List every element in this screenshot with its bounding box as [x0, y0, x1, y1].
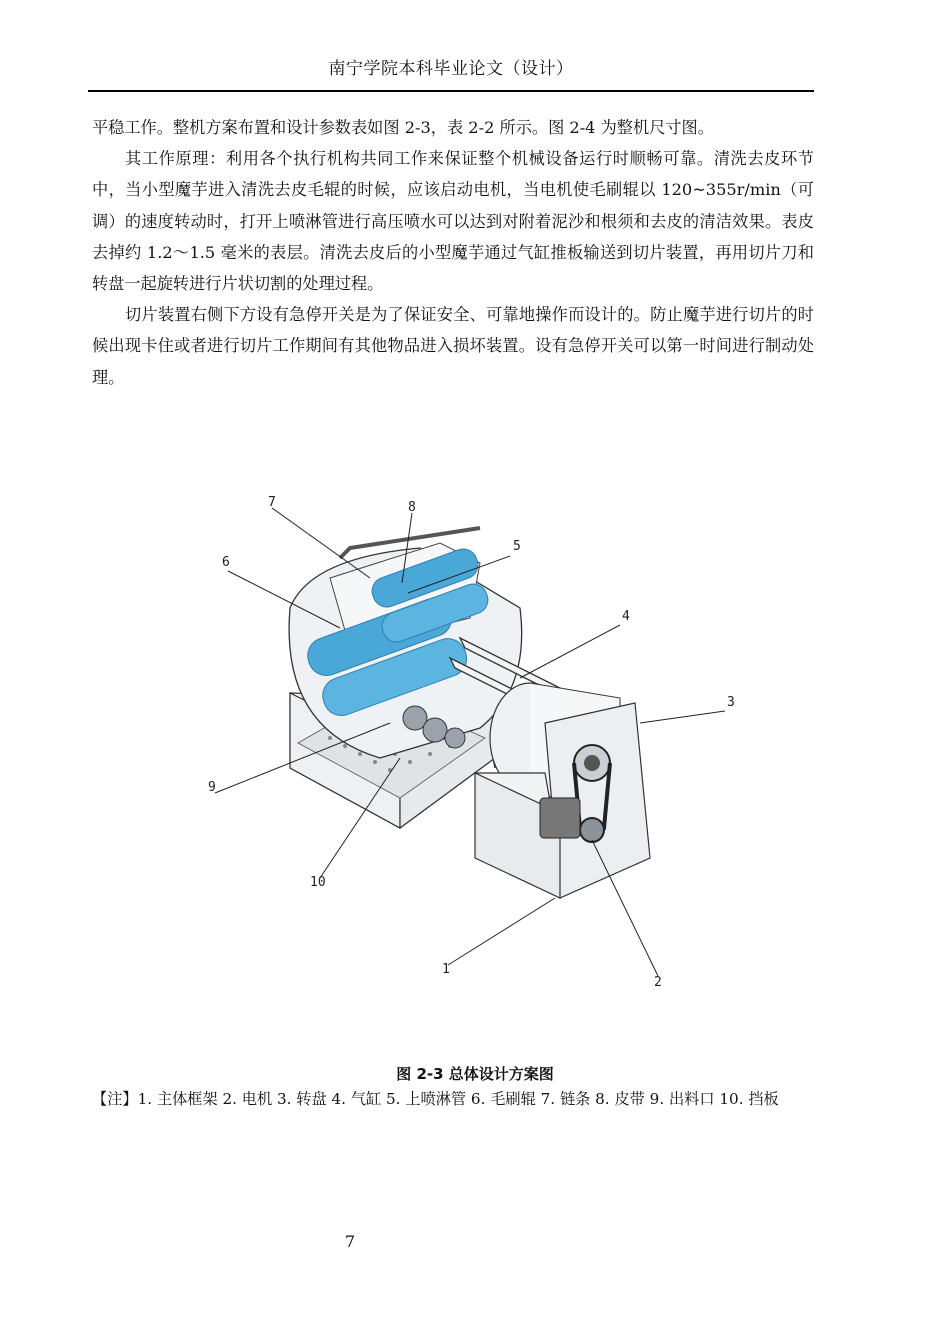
paragraph-1: 平稳工作。整机方案布置和设计参数表如图 2-3，表 2-2 所示。图 2-4 为整机尺寸图。	[92, 118, 714, 137]
callout-1: 1	[442, 962, 450, 977]
paragraph-3: 切片装置右侧下方设有急停开关是为了保证安全、可靠地操作而设计的。防止魔芋进行切片的时候出现卡住或者进行切片工作期间有其他物品进入损坏装置。设有急停开关可以第一时间进行制动处理。	[92, 305, 814, 387]
header-title: 南宁学院本科毕业论文（设计）	[328, 59, 574, 79]
callout-7: 7	[268, 495, 276, 510]
callout-3: 3	[727, 695, 735, 710]
callout-6: 6	[222, 555, 230, 570]
figure-caption: 图 2-3 总体设计方案图	[396, 1065, 554, 1083]
page-header	[88, 54, 814, 92]
figure-note: 【注】1. 主体框架 2. 电机 3. 转盘 4. 气缸 5. 上喷淋管 6. 毛刷辊 7. 链条 8. 皮带 9. 出料口 10. 挡板	[92, 1090, 779, 1108]
body-text	[92, 112, 814, 393]
callout-4: 4	[622, 609, 630, 624]
machine-drawing	[180, 468, 770, 1028]
callout-10: 10	[310, 875, 326, 890]
paragraph-2: 其工作原理：利用各个执行机构共同工作来保证整个机械设备运行时顺畅可靠。清洗去皮环节中，当小型魔芋进入清洗去皮毛辊的时候，应该启动电机，当电机使毛刷辊以 120~355r/min（可调）的速度转动时，打开上喷淋管进行高压喷水可以达到对附着泥沙和根须和去皮的清洁效果。表皮去掉约 1.2～1.5 毫米的表层。清洗去皮后的小型魔芋通过气缸推板输送到切片装置，再用切片刀和转盘一起旋转进行片状切割的处理过程。	[92, 149, 814, 294]
machine-figure	[180, 468, 770, 1028]
callout-8: 8	[408, 500, 416, 515]
callout-2: 2	[654, 975, 662, 990]
callout-5: 5	[513, 539, 521, 554]
page-number: 7	[344, 1232, 356, 1251]
callout-9: 9	[208, 780, 216, 795]
